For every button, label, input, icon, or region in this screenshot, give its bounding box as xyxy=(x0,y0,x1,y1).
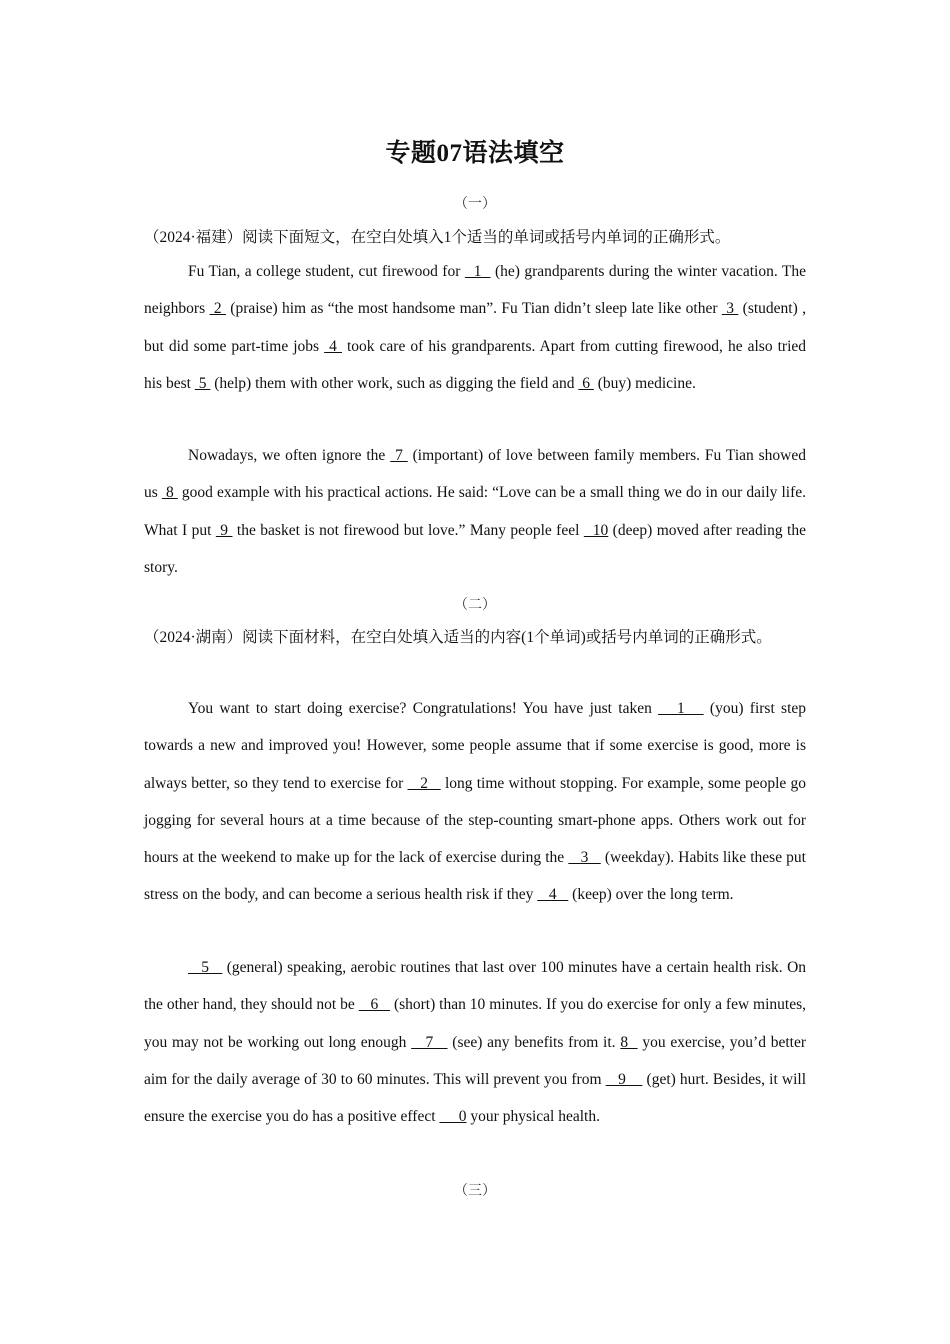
answer-blank: 6 xyxy=(358,996,391,1014)
passage-text: (deep) moved after reading the story. xyxy=(144,521,806,576)
answer-blank: 8 xyxy=(161,484,178,502)
page-title: 专题07语法填空 xyxy=(385,140,565,167)
answer-blank: 0 xyxy=(439,1108,467,1126)
passage-text: Nowadays, we often ignore the xyxy=(188,447,391,464)
passage-text: (keep) over the long term. xyxy=(568,886,734,904)
passage-text: (you) first step towards a new and improved you! However, some people assume that if some exercise is good, more is always better, so they tend to exercise for xyxy=(144,700,807,792)
passage-text: you exercise, you’d better aim for the daily average of 30 to 60 minutes. This will prevent you from xyxy=(144,1033,807,1088)
answer-blank: 2 xyxy=(407,774,441,792)
passage-text: (short) than 10 minutes. If you do exercise for only a few minutes, you may not be working out long enough xyxy=(144,996,807,1051)
answer-blank: 5 xyxy=(188,959,223,976)
passage-text: took care of his grandparents. Apart from cutting firewood, he also tried his best xyxy=(144,337,806,392)
answer-blank: 7 xyxy=(411,1033,448,1051)
section-label-2: （二） xyxy=(454,598,496,613)
passage-text: (weekday). Habits like these put stress on the body, and can become a serious health risk if they xyxy=(144,849,806,904)
passage-text: good example with his practical actions. He said: “Love can be a small thing we do in our daily life. What I put xyxy=(144,484,807,539)
answer-blank: 4 xyxy=(537,886,569,904)
passage-text: (he) grandparents during the winter vacation. The neighbors xyxy=(144,263,806,318)
section-1-paragraph-2 xyxy=(144,437,806,586)
answer-blank: 6 xyxy=(578,374,594,392)
answer-blank: 2 xyxy=(209,300,226,318)
answer-blank: 3 xyxy=(721,300,739,318)
section-1-instruction: （2024·福建）阅读下面短文，在空白处填入1个适当的单词或括号内单词的正确形式。 xyxy=(144,229,731,246)
section-2-paragraph-1 xyxy=(144,690,806,914)
passage-text: (buy) medicine. xyxy=(593,374,696,392)
section-1-paragraph-1 xyxy=(144,253,806,402)
passage-text: (student) , but did some part-time jobs xyxy=(144,300,807,355)
section-2-paragraph-2 xyxy=(144,949,806,1135)
answer-blank: 9 xyxy=(215,521,233,539)
section-label-3: （三） xyxy=(454,1184,496,1199)
answer-blank: 4 xyxy=(324,337,342,355)
answer-blank: 7 xyxy=(390,447,408,464)
passage-text: (help) them with other work, such as digging the field and xyxy=(210,374,579,392)
answer-blank: 10 xyxy=(583,521,609,539)
section-label-1: （一） xyxy=(454,197,496,212)
passage-text: (get) hurt. Besides, it will ensure the exercise you do has a positive effect xyxy=(144,1070,807,1126)
section-2-instruction: （2024·湖南）阅读下面材料，在空白处填入适当的内容(1个单词)或括号内单词的正确形式。 xyxy=(144,629,772,646)
passage-text: (praise) him as “the most handsome man”. Fu Tian didn’t sleep late like other xyxy=(225,300,722,318)
answer-blank: 5 xyxy=(194,374,211,392)
answer-blank: 8 xyxy=(620,1033,638,1051)
passage-text: the basket is not firewood but love.” Many people feel xyxy=(232,521,584,539)
passage-text: Fu Tian, a college student, cut firewood for xyxy=(188,263,465,280)
passage-text: your physical health. xyxy=(466,1108,600,1126)
answer-blank: 9 xyxy=(605,1070,643,1088)
passage-text: long time without stopping. For example, some people go jogging for several hours at a time because of the step-counting smart-phone apps. Others work out for hours at the weekend to make up for the lack of exercise during the xyxy=(144,774,807,867)
passage-text: (general) speaking, aerobic routines that last over 100 minutes have a certain health risk. On the other hand, they should not be xyxy=(144,959,807,1014)
passage-text: You want to start doing exercise? Congratulations! You have just taken xyxy=(188,700,659,717)
answer-blank: 1 xyxy=(658,700,704,717)
passage-text: (see) any benefits from it. xyxy=(447,1033,621,1051)
passage-text: (important) of love between family members. Fu Tian showed us xyxy=(144,447,806,502)
answer-blank: 3 xyxy=(568,849,601,867)
answer-blank: 1 xyxy=(464,263,491,280)
